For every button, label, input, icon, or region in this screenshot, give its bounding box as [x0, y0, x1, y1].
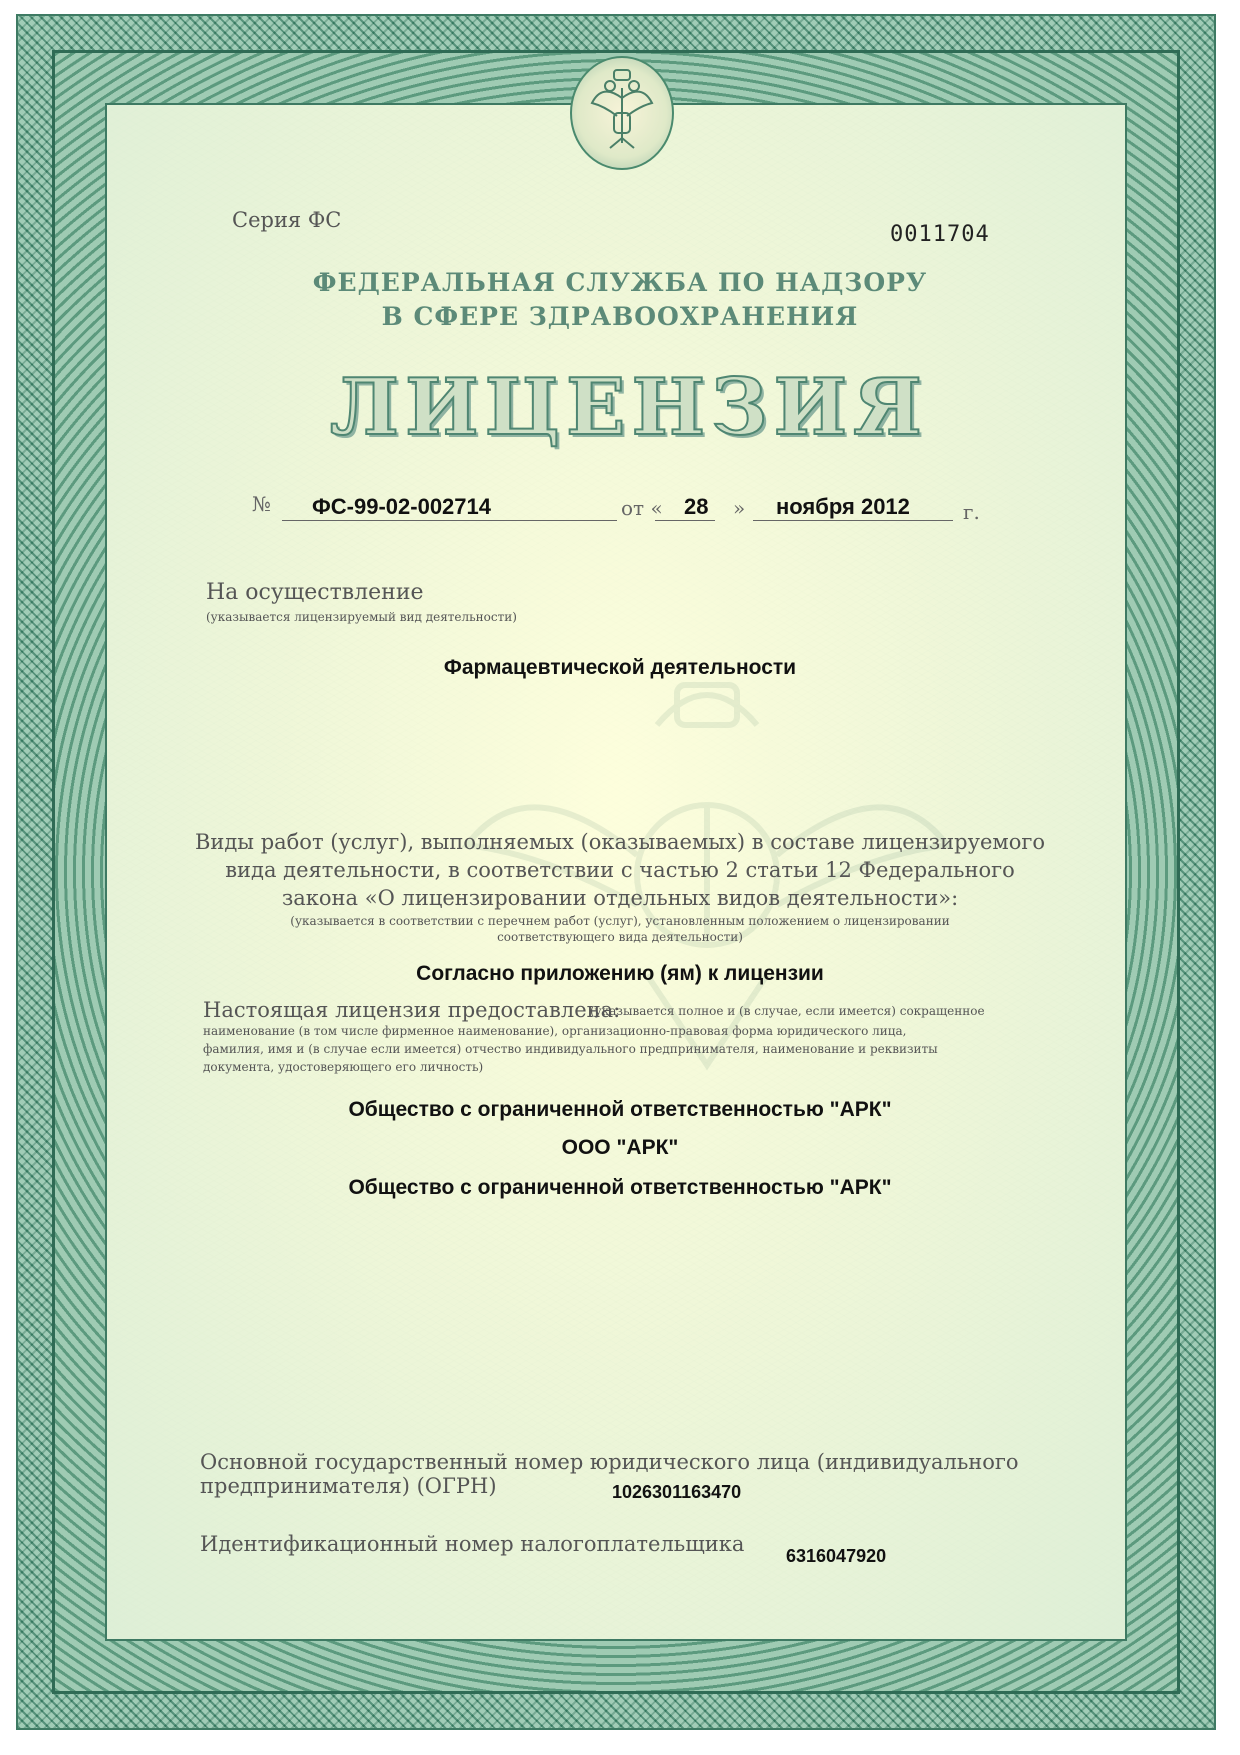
agency-name-line1: ФЕДЕРАЛЬНАЯ СЛУЖБА ПО НАДЗОРУ — [312, 268, 928, 297]
works-line1: Виды работ (услуг), выполняемых (оказываемых) в составе лицензируемого — [194, 830, 1046, 854]
coat-of-arms-emblem — [570, 56, 674, 170]
licensee-full-name: Общество с ограниченной ответственностью "АРК" — [348, 1098, 892, 1121]
licensee-label: Настоящая лицензия предоставлена: — [203, 998, 621, 1022]
serial-number: 0011704 — [890, 222, 990, 247]
licensee-hint4: документа, удостоверяющего его личность) — [203, 1060, 484, 1074]
date-quote-close: » — [733, 496, 746, 520]
number-label: № — [252, 492, 271, 516]
activity-label: На осуществление — [206, 580, 424, 605]
date-from-label: от « — [621, 496, 663, 520]
ogrn-label-line1: Основной государственный номер юридического лица (индивидуального — [200, 1450, 1019, 1474]
day-underline — [655, 520, 715, 521]
ogrn-value: 1026301163470 — [612, 1482, 742, 1502]
license-day: 28 — [684, 494, 709, 519]
year-suffix: г. — [963, 500, 980, 524]
works-line2: вида деятельности, в соответствии с частью 2 статьи 12 Федерального — [225, 858, 1015, 882]
activity-value: Фармацевтической деятельности — [443, 656, 797, 679]
license-month-year: ноября 2012 — [776, 494, 910, 519]
licensee-hint2: наименование (в том числе фирменное наименование), организационно-правовая форма юридического лица, — [203, 1024, 907, 1038]
inn-value: 6316047920 — [786, 1546, 887, 1566]
ogrn-label-line2: предпринимателя) (ОГРН) — [200, 1474, 497, 1498]
works-hint2: соответствующего вида деятельности) — [497, 930, 743, 944]
activity-hint: (указывается лицензируемый вид деятельности) — [206, 610, 517, 624]
agency-name-line2: В СФЕРЕ ЗДРАВООХРАНЕНИЯ — [381, 302, 859, 331]
license-number: ФС-99-02-002714 — [312, 494, 491, 519]
inn-label: Идентификационный номер налогоплательщика — [200, 1532, 745, 1556]
licensee-hint-inline: (указывается полное и (в случае, если имеется) сокращенное — [590, 1004, 985, 1018]
licensee-brand-name: Общество с ограниченной ответственностью "АРК" — [348, 1176, 892, 1199]
works-value: Согласно приложению (ям) к лицензии — [416, 962, 824, 985]
licensee-hint3: фамилия, имя и (в случае если имеется) отчество индивидуального предпринимателя, наименование и реквизиты — [203, 1042, 938, 1056]
number-underline — [282, 520, 617, 521]
month-underline — [753, 520, 953, 521]
works-line3: закона «О лицензировании отдельных видов деятельности»: — [281, 886, 959, 910]
series-label: Серия ФС — [232, 208, 342, 232]
document-title: ЛИЦЕНЗИЯ — [330, 362, 928, 453]
double-headed-eagle-icon — [572, 58, 672, 168]
licensee-short-name: ООО "АРК" — [561, 1136, 679, 1159]
works-hint1: (указывается в соответствии с перечнем работ (услуг), установленным положением о лицензировании — [290, 914, 950, 928]
